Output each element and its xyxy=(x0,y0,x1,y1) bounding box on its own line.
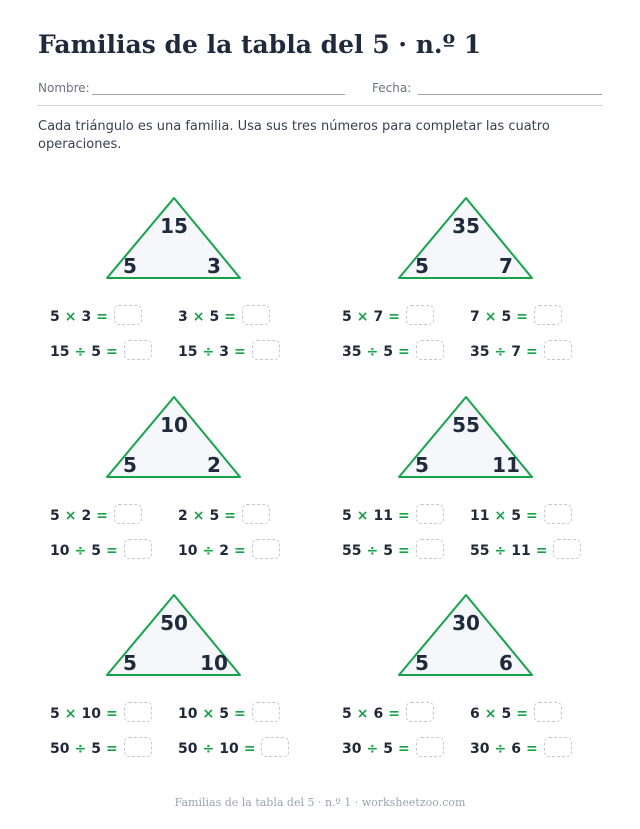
equation xyxy=(470,706,562,722)
equals-sign: = xyxy=(397,344,410,360)
equals-sign: = xyxy=(105,741,118,757)
answer-box[interactable] xyxy=(261,737,289,757)
operator: ÷ xyxy=(202,543,215,559)
operand-b: 2 xyxy=(219,543,229,559)
operator: ÷ xyxy=(74,344,87,360)
equals-sign: = xyxy=(525,344,538,360)
equation xyxy=(342,309,434,325)
operand-b: 5 xyxy=(219,706,229,722)
triangle-top-number: 35 xyxy=(452,214,480,238)
answer-box[interactable] xyxy=(406,702,434,722)
operator: ÷ xyxy=(494,543,507,559)
answer-box[interactable] xyxy=(124,340,152,360)
operand-b: 5 xyxy=(501,706,512,722)
equals-sign: = xyxy=(224,508,236,524)
triangle-left-number: 5 xyxy=(123,651,137,675)
triangle-left-number: 5 xyxy=(123,254,137,278)
equation xyxy=(178,309,270,325)
operator: × xyxy=(484,706,497,722)
operator: × xyxy=(64,706,77,722)
triangle-top-number: 50 xyxy=(160,611,188,635)
triangle-top-number: 30 xyxy=(452,611,480,635)
equation xyxy=(178,543,280,559)
answer-box[interactable] xyxy=(534,702,562,722)
operand-a: 35 xyxy=(470,344,490,360)
operand-a: 55 xyxy=(470,543,490,559)
operator: ÷ xyxy=(494,344,507,360)
operand-a: 50 xyxy=(178,741,198,757)
triangle-left-number: 5 xyxy=(415,651,429,675)
fact-family-2 xyxy=(342,196,622,386)
operand-b: 3 xyxy=(81,309,92,325)
answer-box[interactable] xyxy=(534,305,562,325)
operator: ÷ xyxy=(74,543,87,559)
operand-a: 6 xyxy=(470,706,480,722)
operand-b: 5 xyxy=(91,344,101,360)
triangle-top-number: 10 xyxy=(160,413,188,437)
answer-box[interactable] xyxy=(544,737,572,757)
page-title: Familias de la tabla del 5 · n.º 1 xyxy=(38,30,482,59)
answer-box[interactable] xyxy=(124,702,152,722)
operand-b: 5 xyxy=(511,508,521,524)
operator: ÷ xyxy=(366,344,379,360)
equals-sign: = xyxy=(105,543,118,559)
equation xyxy=(470,741,572,757)
operand-b: 5 xyxy=(383,543,393,559)
operator: × xyxy=(192,508,205,524)
answer-box[interactable] xyxy=(242,305,270,325)
operand-a: 10 xyxy=(178,706,198,722)
equals-sign: = xyxy=(525,741,538,757)
operator: × xyxy=(356,309,369,325)
equals-sign: = xyxy=(516,706,528,722)
operand-b: 5 xyxy=(383,741,393,757)
triangle-right-number: 6 xyxy=(499,651,513,675)
operator: × xyxy=(356,706,369,722)
operand-a: 50 xyxy=(50,741,70,757)
equals-sign: = xyxy=(397,543,410,559)
equation xyxy=(470,309,562,325)
operand-b: 5 xyxy=(383,344,393,360)
equals-sign: = xyxy=(535,543,548,559)
answer-box[interactable] xyxy=(124,737,152,757)
triangle-top-number: 55 xyxy=(452,413,480,437)
operand-b: 10 xyxy=(81,706,101,722)
fact-family-6 xyxy=(342,593,622,783)
operand-b: 11 xyxy=(511,543,531,559)
operand-b: 3 xyxy=(219,344,229,360)
fact-family-5 xyxy=(50,593,330,783)
equation xyxy=(342,508,444,524)
triangle-right-number: 2 xyxy=(207,453,221,477)
operator: ÷ xyxy=(74,741,87,757)
operator: ÷ xyxy=(366,543,379,559)
operator: ÷ xyxy=(366,741,379,757)
operand-a: 5 xyxy=(342,508,352,524)
operand-b: 6 xyxy=(373,706,384,722)
operator: ÷ xyxy=(202,344,215,360)
equation xyxy=(178,706,280,722)
answer-box[interactable] xyxy=(252,702,280,722)
answer-box[interactable] xyxy=(242,504,270,524)
triangle-right-number: 11 xyxy=(492,453,520,477)
operator: × xyxy=(64,309,77,325)
equation xyxy=(50,309,142,325)
operand-a: 5 xyxy=(342,309,352,325)
operand-b: 5 xyxy=(501,309,512,325)
name-field[interactable] xyxy=(92,94,345,95)
answer-box[interactable] xyxy=(553,539,581,559)
operand-a: 10 xyxy=(50,543,70,559)
answer-box[interactable] xyxy=(416,504,444,524)
name-label: Nombre: xyxy=(38,81,90,95)
operand-a: 5 xyxy=(50,508,60,524)
operator: × xyxy=(202,706,215,722)
triangle-top-number: 15 xyxy=(160,214,188,238)
triangle-right-number: 7 xyxy=(499,254,513,278)
answer-box[interactable] xyxy=(124,539,152,559)
equation xyxy=(50,344,152,360)
operator: × xyxy=(356,508,369,524)
fact-family-4 xyxy=(342,395,622,585)
operand-a: 55 xyxy=(342,543,362,559)
answer-box[interactable] xyxy=(416,340,444,360)
answer-box[interactable] xyxy=(544,340,572,360)
operand-b: 5 xyxy=(209,508,220,524)
equation xyxy=(342,344,444,360)
equation xyxy=(470,543,581,559)
equation xyxy=(342,543,444,559)
answer-box[interactable] xyxy=(114,504,142,524)
operator: ÷ xyxy=(494,741,507,757)
answer-box[interactable] xyxy=(544,504,572,524)
triangle-left-number: 5 xyxy=(123,453,137,477)
operand-b: 6 xyxy=(511,741,521,757)
equals-sign: = xyxy=(233,344,246,360)
equals-sign: = xyxy=(233,706,246,722)
operand-a: 10 xyxy=(178,543,198,559)
answer-box[interactable] xyxy=(252,340,280,360)
equals-sign: = xyxy=(525,508,538,524)
operand-a: 30 xyxy=(342,741,362,757)
operand-a: 5 xyxy=(50,309,60,325)
operand-a: 30 xyxy=(470,741,490,757)
operand-b: 7 xyxy=(373,309,384,325)
operator: ÷ xyxy=(202,741,215,757)
equals-sign: = xyxy=(224,309,236,325)
equation xyxy=(50,741,152,757)
operand-b: 5 xyxy=(91,741,101,757)
equals-sign: = xyxy=(397,741,410,757)
equals-sign: = xyxy=(233,543,246,559)
answer-box[interactable] xyxy=(252,539,280,559)
operator: × xyxy=(494,508,507,524)
answer-box[interactable] xyxy=(406,305,434,325)
equals-sign: = xyxy=(96,309,108,325)
equals-sign: = xyxy=(397,508,410,524)
operand-a: 5 xyxy=(342,706,352,722)
operand-a: 5 xyxy=(50,706,60,722)
fact-family-3 xyxy=(50,395,330,585)
equation xyxy=(342,741,444,757)
triangle-right-number: 3 xyxy=(207,254,221,278)
operand-b: 5 xyxy=(209,309,220,325)
operand-a: 35 xyxy=(342,344,362,360)
equation xyxy=(50,508,142,524)
equals-sign: = xyxy=(516,309,528,325)
answer-box[interactable] xyxy=(114,305,142,325)
operand-b: 7 xyxy=(511,344,521,360)
equation xyxy=(470,344,572,360)
operand-a: 7 xyxy=(470,309,480,325)
equation xyxy=(50,543,152,559)
operator: × xyxy=(64,508,77,524)
operand-b: 10 xyxy=(219,741,239,757)
equation xyxy=(50,706,152,722)
operand-a: 15 xyxy=(178,344,198,360)
answer-box[interactable] xyxy=(416,737,444,757)
triangle-left-number: 5 xyxy=(415,453,429,477)
equation xyxy=(342,706,434,722)
operand-a: 2 xyxy=(178,508,188,524)
equals-sign: = xyxy=(243,741,256,757)
operand-b: 11 xyxy=(373,508,393,524)
operand-a: 3 xyxy=(178,309,188,325)
triangle-right-number: 10 xyxy=(200,651,228,675)
equals-sign: = xyxy=(96,508,108,524)
operator: × xyxy=(192,309,205,325)
equals-sign: = xyxy=(105,344,118,360)
equals-sign: = xyxy=(388,309,400,325)
equals-sign: = xyxy=(105,706,118,722)
equation xyxy=(470,508,572,524)
header-divider xyxy=(38,105,602,106)
equation xyxy=(178,344,280,360)
footer: Familias de la tabla del 5 · n.º 1 · worksheetzoo.com xyxy=(174,796,466,809)
operand-b: 2 xyxy=(81,508,92,524)
operand-a: 15 xyxy=(50,344,70,360)
date-field[interactable] xyxy=(418,94,602,95)
operand-b: 5 xyxy=(91,543,101,559)
equation xyxy=(178,741,289,757)
date-label: Fecha: xyxy=(372,81,412,95)
answer-box[interactable] xyxy=(416,539,444,559)
instructions: Cada triángulo es una familia. Usa sus tres números para completar las cuatro operaciones. xyxy=(38,119,550,152)
operand-a: 11 xyxy=(470,508,490,524)
equals-sign: = xyxy=(388,706,400,722)
operator: × xyxy=(484,309,497,325)
triangle-left-number: 5 xyxy=(415,254,429,278)
fact-family-1 xyxy=(50,196,330,386)
equation xyxy=(178,508,270,524)
